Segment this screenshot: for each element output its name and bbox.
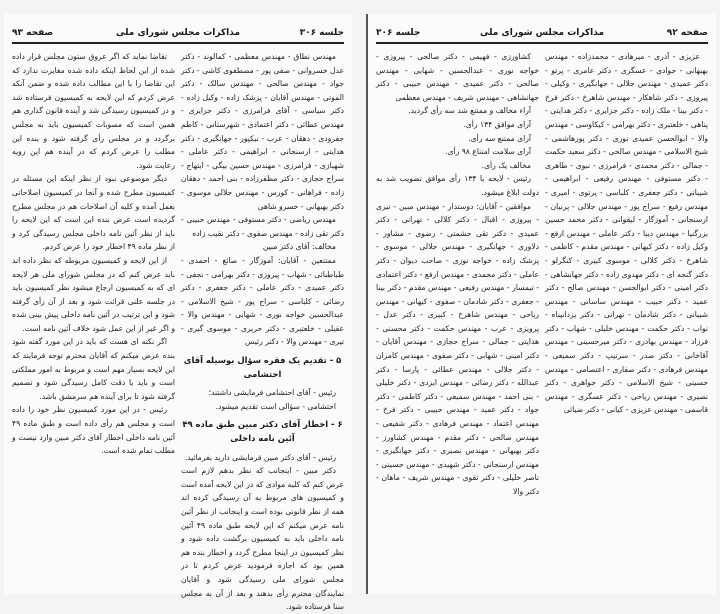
section-heading: ۶ - اخطار آقای دکتر مبین طبق ماده ۴۹ آئین نامه داخلی xyxy=(182,419,343,444)
paragraph: مخالف یک رأی. xyxy=(481,160,531,170)
text-column-right xyxy=(545,50,708,590)
session-number: جلسه ۳۰۶ xyxy=(376,28,421,38)
page-header xyxy=(12,26,344,44)
paragraph: مخالف: آقای دکتر مبین xyxy=(262,242,336,252)
section-heading: ۵ - تقدیم یک فقره سؤال بوسیله آقای احتشامی xyxy=(183,355,342,379)
session-number: جلسه ۳۰۶ xyxy=(299,28,344,38)
paragraph: موافقین - آقایان: دوستدار - مهندس مبین - تیری - پیروزی - اقبال - دکتر کلالی - تهرانی - دکتر عمیدی - دکتر تقی حشمتی - رضوی - مشاور - دلاوری - جهانگیری - مهندس جلالی - موسوی - پزشک زاده - خواجه نوری - صاحب دیوان - دکتر عاملی - دکتر محمدی - مهندس ارفع - دکتر اعتمادی - تیمسار - مهندس رفیعی - مهندس مقدم - دکتر بینا - جعفری - دکتر شادمان - صفوی - کیهانی - مهندس ریاحی - مهندس شاهرخ - کبیری - دکتر عدل - پرویزی - عرب - مهندس حکمت - دکتر محسنی - هدایتی - جمالی - سراج حجازی - مهندس آقایان - دکتر امینی - شهابی - دکتر صفوی - مهندس کامران - دکتر جلالی - مهندس عطائی - پارسا - دکتر عبدالله - دکتر رضائی - مهندس ایزدی - دکتر خلیلی - بنی احمد - مهندس سمیعی - دکتر کاظمی - دکتر جواد - دکتر عمید - مهندس حبیبی - دکتر فرخ - مهندس اعتماد - مهندس فرهادی - دکتر شفیعی - مهندس صالحی - دکتر مقدم - مهندس کشاورز - دکتر بهبهانی - مهندس نصیری - دکتر جهانگیری - مهندس ارسنجانی - دکتر شهیدی - مهندس حسینی - ناصر خلیلی - دکتر تقوی - مهندس شریف - ماهان - دکتر والا xyxy=(376,201,539,496)
paragraph: رئیس - آقای دکتر مبین فرمایشی دارید بفرمائید. xyxy=(184,452,336,462)
page-number: صفحه ۹۲ xyxy=(666,28,708,38)
paragraph: از این لایحه و کمیسیون مربوطه که نظر داده اند باید عرض کنم که در مجلس شورای ملی هر لایحه ای که به کمیسیون ارجاع میشود نظر کمیسیون باید در جلسه علنی قرائت شود و بعد از آن رأی گرفته شود و این ترتیب در آئین نامه داخلی پیش بینی شده و اگر غیر از این عمل شود خلاف آئین نامه است. xyxy=(12,255,175,333)
paragraph: مهندس ریاضی - دکتر مستوفی - مهندس حبیبی - دکتر تقی زاده - مهندس صفوی - دکتر نقیب زاده xyxy=(181,215,344,238)
paragraph: رئیس - لایحه با ۱۳۴ رأی موافق تصویب شد به دولت ابلاغ میشود. xyxy=(376,174,539,197)
page-header xyxy=(376,26,708,44)
paragraph: رئیس - در این مورد کمیسیون نظر خود را داده است و مجلس هم رأی داده است و طبق ماده ۴۹ آئین نامه داخلی اخطار آقای دکتر مبین وارد نیست و مطلب تمام شده است. xyxy=(12,405,175,456)
left-page xyxy=(4,14,352,612)
paragraph: کشاورزی - فهیمی - دکتر صالحی - پیروزی - خواجه نوری - عبدالحسین - شهابی - مهندس صالحی - دکتر عمیدی - مهندس حبیبی - دکتر جهانشاهی - مهندس شریف - مهندس معظمی xyxy=(376,52,539,102)
page-number: صفحه ۹۳ xyxy=(12,28,54,38)
running-title: مذاکرات مجلس شورای ملی xyxy=(479,28,605,38)
text-column-left xyxy=(12,50,175,590)
paragraph: ممتنعین - آقایان: آموزگار - صائغ - احمدی - طباطبائی - شهاب - پیروزی - دکتر بهرامی - نجفی - دکتر عمیدی - دکتر عاملی - دکتر جعفری - دکتر رضائی - کلباسی - سراج پور - شیخ الاسلامی - عبدالحسین خواجه نوری - شهابی - مهندس والا - عقیلی - خلعتبری - دکتر حریری - موسوی گیری - تیری - مهندس والا - دکتر رئیس xyxy=(181,255,344,347)
text-column-right xyxy=(181,50,344,612)
paragraph: احتشامی - سؤالی است تقدیم میشود. xyxy=(215,401,336,411)
paragraph: اگر نکته ای هست که باید در این مورد گفته شود بنده عرض میکنم که آقایان محترم توجه فرمایند که این لایحه بسیار مهم است و مربوط به امور مملکتی است و باید با دقت کامل رسیدگی شود و تصمیم گرفته شود تا برای آینده هم سرمشق باشد. xyxy=(12,337,175,401)
running-title: مذاکرات مجلس شورای ملی xyxy=(115,28,241,38)
paragraph: آرای ممتنع سه رأی. xyxy=(468,133,531,143)
paragraph: تقاضا نماید که اگر عروق ستون مجلس قرار داده شده از این لحاظ اینکه داده شده مغایرت ندارد که این تقاضا را با این مطالب داده شده و ضمن آنکه عرض کردم که این لایحه به کمیسیون فرستاده شد و در کمیسیون رسیدگی شد و آینده قانون گذاری هم همین است که مصوبات کمیسیون باید به مجلس برگردد و در مجلس رأی گرفته شود و بنده این مطلب را عرض کردم که در آینده هم این رویه رعایت شود. xyxy=(12,52,175,170)
text-column-left xyxy=(376,50,539,590)
paragraph: آرای موافق ۱۳۴ رأی. xyxy=(463,119,531,129)
paragraph: مهندس نطاق - مهندس معظمی - کمالوند - دکتر عدل خسروانی - صفی پور - مصطفوی کاشی - دکتر جواد - مهندس صالحی - مهندس سالک - دکتر الموتی - مهندس آقایان - پزشک زاده - وکیل زاده - دکتر سیاسی - آقای فرامرزی - دکتر جزایری - مهندس عطائی - دکتر اعتمادی - شهرستانی - کاظم جفرودی - دهقان - عرب - نیکپور - جهانگیری - دکتر هدایتی - ارسنجانی - ابراهیمی - دکتر عاملی - شهبازی - فرامرزی - مهندس حسین بیگی - ابتهاج - سراج حجازی - دکتر مظفرزاده - بنی احمد - دهقان زاده - فراهانی - کورس - مهندس جلالی موسوی - دکتر بهبهانی - خسرو شاهی xyxy=(181,52,344,211)
paragraph: دیگر موضوعی نبود از نظر اینکه این مسئله در کمیسیون مطرح شده و آنجا در کمیسیون اصلاحاتی بعمل آمده و کلیه آن اصلاحات هم در مجلس مطرح گردیده است عرض بنده این است که این لایحه را باید از نظر آئین نامه داخلی مجلس رسیدگی کرد و از نظر ماده ۴۹ اخطار خود را عرض کردم. xyxy=(12,174,175,252)
paragraph: رئیس - آقای احتشامی فرمایشی داشتند؛ xyxy=(208,388,336,398)
paragraph: دکتر مبین - اینجانب که نظر بدهم لازم است عرض کنم که کلیه موادی که در این لایحه آمده است و کمیسیون های مربوط به آن رسیدگی کرده اند همه از نظر قانونی بوده است و اینجانب از نظر آئین نامه عرض میکنم که این لایحه طبق ماده ۴۹ آئین نامه داخلی باید به کمیسیون برگشت داده شود و نظر کمیسیون در اینجا مطرح گردد و اخطار بنده هم همین بود که اجازه فرمودید عرض کردم تا در مجلس شورای ملی رسیدگی شود و آقایان نمایندگان محترم رأی بدهند و بعد از آن به مجلس سنا فرستاده شود. xyxy=(181,466,344,612)
paragraph: آرای سلامت امتناع ۹۸ رأی. xyxy=(445,147,531,157)
paragraph: عزیزی - آذری - میرهادی - محمدزاده - مهندس بهبهانی - جوادی - عسگری - دکتر عامری - پرتو - دکتر عمیدی - مهندس جلالی - جهانگیری - وکیلی - پیروزی - دکتر شاهکار - مهندس شاهرخ - دکتر فرخ - دکتر بینا - ملک زاده - دکتر جزایری - دکتر هدایتی - پناهی - خلعتبری - دکتر بهرامی - کیکاوسی - مهندس والا - ابوالحسن عمیدی نوری - دکتر پورهاشمی - شیخ الاسلامی - مهندس صالحی - دکتر سعید حکمت - جمالی - دکتر محمدی - فرامرزی - نبوی - طاهری - دکتر مستوفی - مهندس رفیعی - ابراهیمی - شیبانی - دکتر جعفری - کلباسی - پرتوی - امیری - مهندس رفیع - سراج پور - مهندس جلالی - پرنیان - ارسنجانی - آموزگار - لیقوانی - دکتر محمد حسین بزرگنیا - مهندس دیبا - دکتر عاملی - مهندس ارفع - وکیل زاده - دکتر کیهانی - مهندس مقدم - کاظمی - شاهرخ - دکتر کلالی - موسوی کبیری - کنگرلو - دکتر گنجه ای - دکتر مهدوی زاده - دکتر جهانشاهی - دکتر امینی - دکتر ابوالحسن - مهندس صالح - دکتر عمید - دکتر حبیب - مهندس ساسانی - مهندس شیبانی - دکتر شادمان - تهرانی - دکتر یزدانپناه - نواب - دکتر حکمت - مهندس خلیلی - شهاب - دکتر فرزاد - مهندس بهادری - دکتر میرحسینی - مهندس آقاخانی - دکتر صدر - سرتیپ - دکتر سمیعی - مهندس فرهادی - دکتر صفاری - اعتصامی - مهندس حسینی - شیخ الاسلامی - دکتر جواهری - دکتر نصیری - مهندس ریاحی - دکتر عسگری - مهندس قاسمی - مهندس عزیزی - کیانی - دکتر ضیائی xyxy=(544,52,708,415)
paragraph: آراء مخالف و ممتنع شد سه رأی گردید. xyxy=(408,106,531,116)
right-page xyxy=(366,14,716,594)
